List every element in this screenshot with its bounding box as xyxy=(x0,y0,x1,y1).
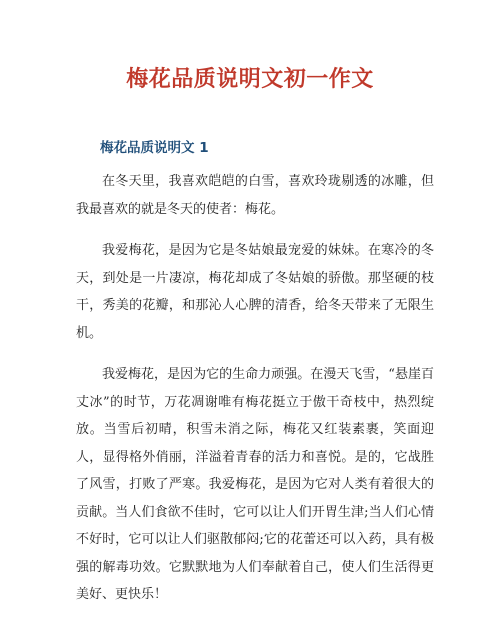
paragraph: 我爱梅花，是因为它的生命力顽强。在漫天飞雪，“悬崖百丈冰”的时节，万花凋谢唯有梅花挺立于傲干奇枝中，热烈绽放。当雪后初晴，积雪未消之际，梅花又红装素裹，笑面迎人，显得格外俏丽，洋溢着青春的活力和喜悦。是的，它战胜了风雪，打败了严寒。我爱梅花，是因为它对人类有着很大的贡献。当人们食欲不佳时，它可以让人们开胃生津;当人们心情不好时，它可以让人们驱散郁闷;它的花蕾还可以入药，具有极强的解毒功效。它默默地为人们奉献着自己，使人们生活得更美好、更快乐！ xyxy=(76,367,434,602)
page-title: 梅花品质说明文初一作文 xyxy=(126,67,374,92)
article-body xyxy=(76,168,434,623)
paragraph: 我爱梅花，是因为它是冬姑娘最宠爱的妹妹。在寒冷的冬天，到处是一片凄凉，梅花却成了冬姑娘的骄傲。那坚硬的枝干，秀美的花瓣，和那沁人心脾的清香，给冬天带来了无限生机。 xyxy=(76,243,434,341)
paragraph: 在冬天里，我喜欢皑皑的白雪，喜欢玲珑剔透的冰雕，但我最喜欢的就是冬天的使者：梅花。 xyxy=(76,174,434,217)
section-heading: 梅花品质说明文 1 xyxy=(100,140,209,156)
